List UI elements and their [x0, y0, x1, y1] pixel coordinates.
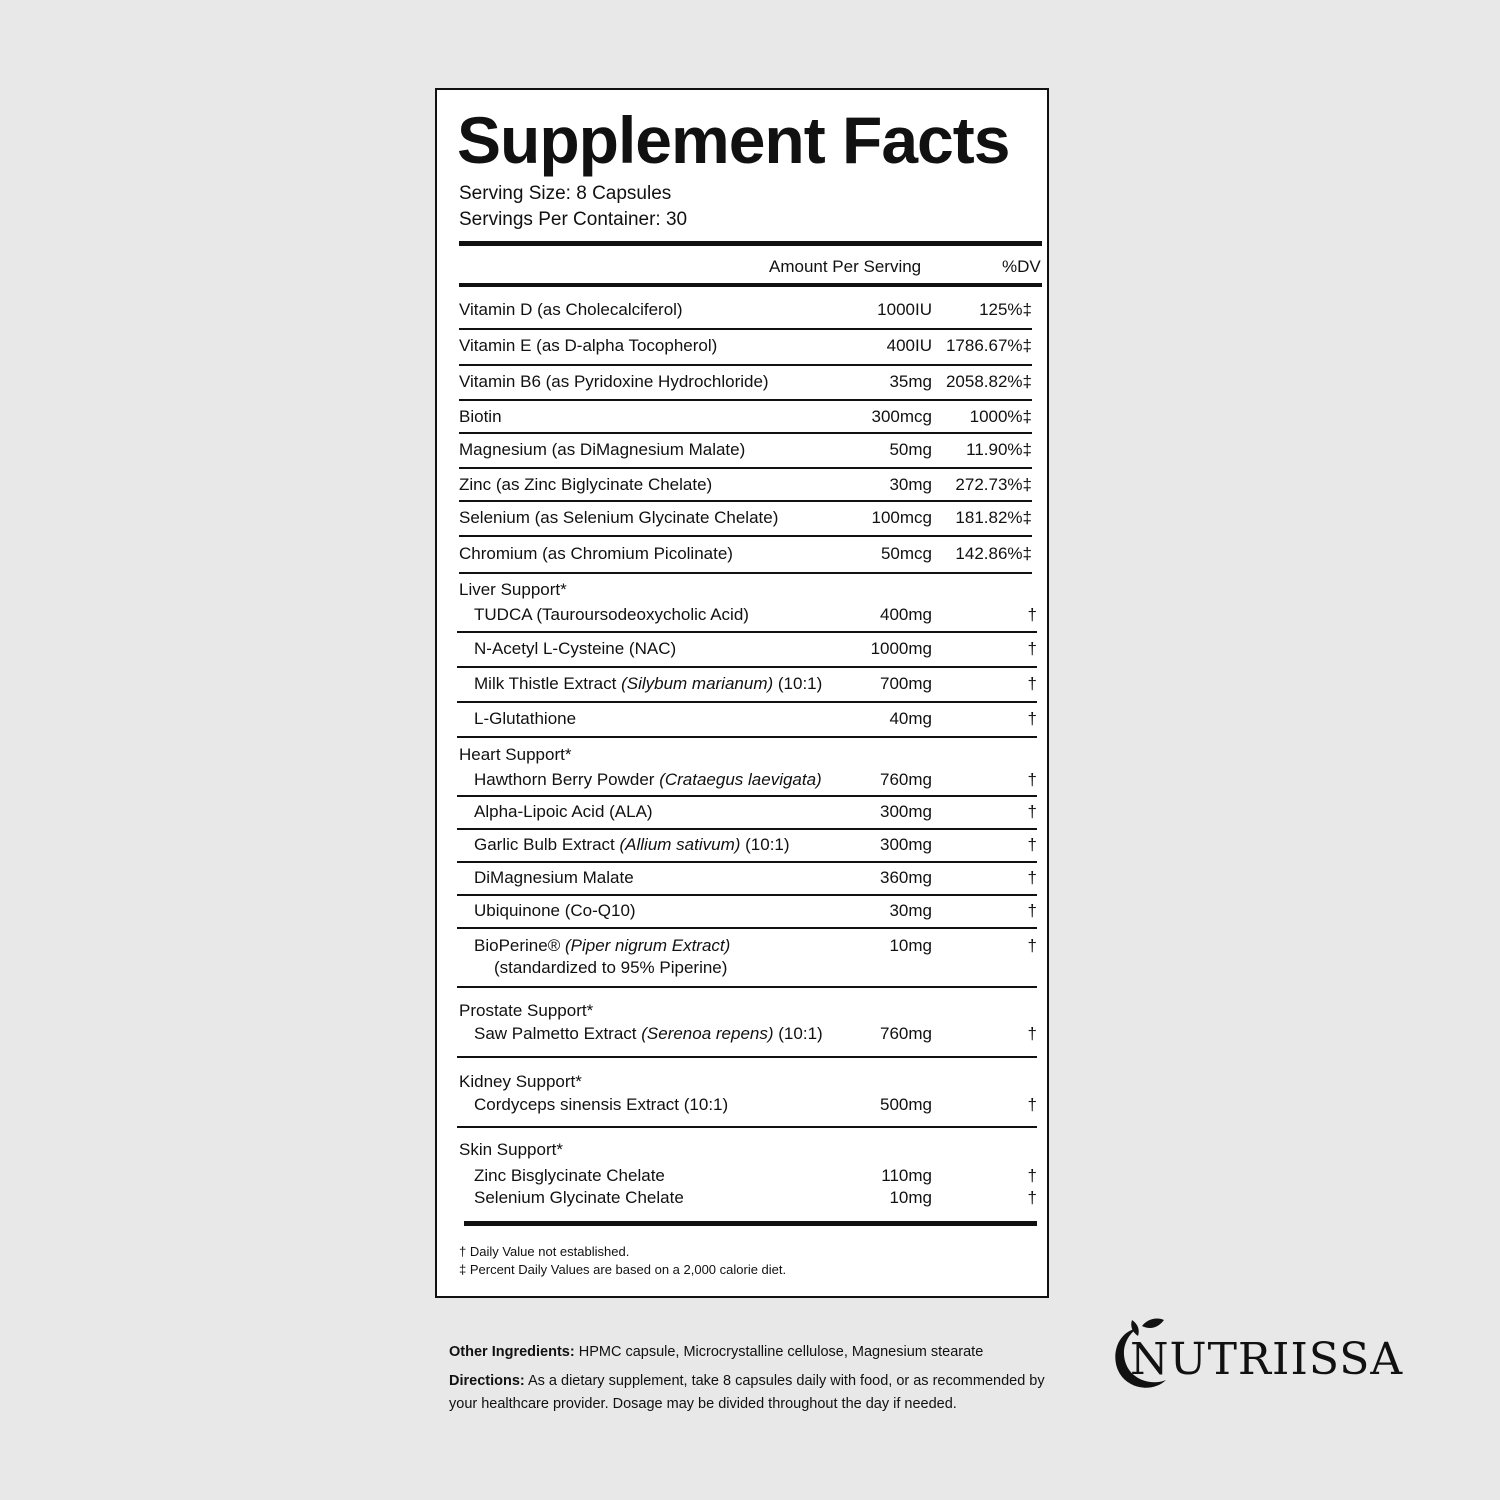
footnote-double-dagger: ‡ Percent Daily Values are based on a 2,000 calorie diet.	[459, 1262, 787, 1277]
row-divider	[459, 500, 1032, 502]
row-divider	[457, 666, 1037, 668]
row-divider	[457, 894, 1037, 896]
row-divider	[459, 467, 1032, 469]
panel-title: Supplement Facts	[457, 103, 1010, 177]
dv-header: %DV	[1002, 257, 1041, 276]
row-divider	[459, 572, 1032, 574]
section-liver-support: Liver Support*	[459, 580, 567, 599]
brand-name: NUTRIISSA	[1130, 1334, 1404, 1385]
servings-per-container: Servings Per Container: 30	[459, 209, 688, 230]
thick-rule-header	[459, 283, 1042, 287]
ingredient-row: BioPerine® (Piper nigrum Extract) (standardized to 95% Piperine) 10mg †	[474, 936, 1037, 977]
thick-rule-bottom	[464, 1221, 1037, 1226]
row-divider	[457, 701, 1037, 703]
row-divider	[457, 631, 1037, 633]
row-divider	[457, 736, 1037, 738]
other-ingredients: Other Ingredients: HPMC capsule, Microcrystalline cellulose, Magnesium stearate	[449, 1344, 984, 1360]
row-divider	[457, 986, 1037, 988]
brand-logo	[1108, 1318, 1408, 1398]
directions: Directions: As a dietary supplement, take 8 capsules daily with food, or as recommended by your healthcare provider. Dosage may be divided throughout the day if needed.	[449, 1373, 1045, 1412]
supplement-facts-panel: Supplement Facts Serving Size: 8 Capsules Servings Per Container: 30 Amount Per Serving %DV Vitamin D (as Cholecalciferol) 1000IU 125%‡ Vitamin E (as D-alpha Tocopherol) 400IU 1786.67%‡ Vitamin B6 (as Pyridoxine Hydrochloride) 35mg 2058.82%‡ Biotin 300mcg 1000%‡ Magnesium (as DiMagnesium Malate) 50mg 11.90%‡ Zinc (as Zinc Biglycinate Chelate) 30mg 272.73%‡ Selenium (as Selenium Glycinate Chelate) 100mcg 181.82%‡ Chromium (as Chromium Picolinate) 50mcg 142.86%‡ Liver Support* TUDCA (Tauroursodeoxycholic Acid) 400mg † N-Acetyl L-Cysteine (NAC) 1000mg † Milk Thistle Extract (Silybum marianum) (10:1) 700mg † L-Glutathione 40mg † Heart Support* Hawthorn Berry Powder (Crataegus laevigata) 760mg † Alpha-Lipoic Acid (ALA) 300mg † Garlic Bulb Extract (Allium sativum) (10:1) 300mg † DiMagnesium Malate 360mg † Ubiquinone (Co-Q10) 30mg † BioPerine® (Piper nigrum Extract) (standardized to 95% Piperine) 10mg † Prostate Support* Saw Palmetto Extract (Serenoa repens) (10:1) 760mg † Kidney Support* Cordyceps sinensis Extract (10:1) 500mg † Skin Support* Zinc Bisglycinate Chelate 110mg † Selenium Glycinate Chelate 10mg † † Daily Value not established. ‡ Percent Daily Values are based on a 2,000 calorie diet.	[435, 88, 1049, 1298]
amount-per-serving-header: Amount Per Serving	[769, 257, 922, 276]
section-kidney-support: Kidney Support*	[459, 1072, 582, 1091]
row-divider	[459, 364, 1032, 366]
section-prostate-support: Prostate Support*	[459, 1001, 594, 1020]
row-divider	[459, 399, 1032, 401]
row-divider	[457, 1056, 1037, 1058]
row-divider	[457, 861, 1037, 863]
row-divider	[457, 927, 1037, 929]
row-divider	[457, 828, 1037, 830]
footnote-dagger: † Daily Value not established.	[459, 1244, 630, 1259]
serving-size: Serving Size: 8 Capsules	[459, 183, 672, 204]
row-divider	[457, 795, 1037, 797]
row-divider	[457, 1126, 1037, 1128]
thick-rule-top	[459, 241, 1042, 246]
section-skin-support: Skin Support*	[459, 1140, 563, 1159]
row-divider	[459, 535, 1032, 537]
section-heart-support: Heart Support*	[459, 745, 572, 764]
row-divider	[459, 432, 1032, 434]
row-divider	[459, 328, 1032, 330]
